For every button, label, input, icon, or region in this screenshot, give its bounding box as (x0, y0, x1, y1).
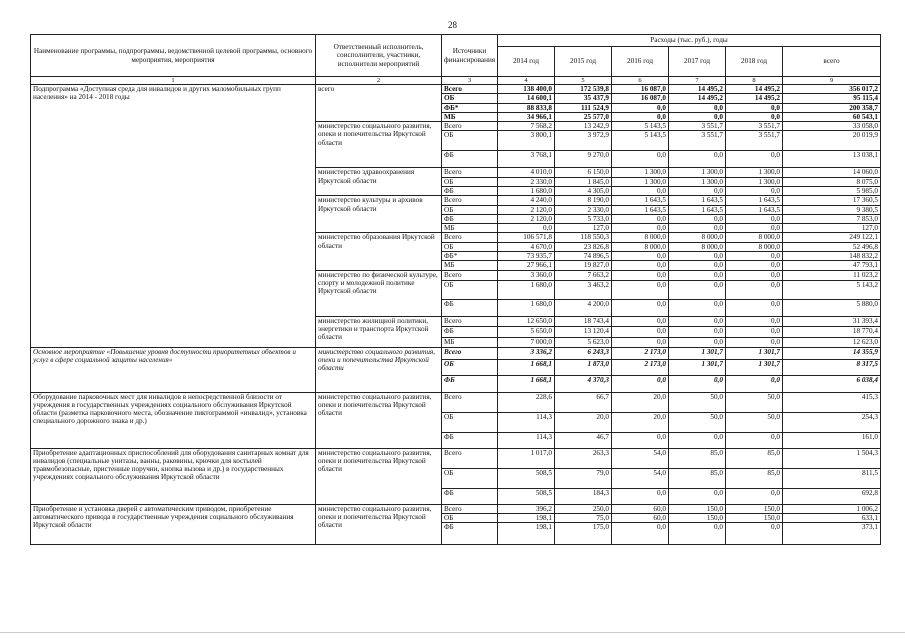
amount-cell: 8 190,0 (555, 196, 612, 205)
executor-cell: министерство социального развития, опеки и попечительства Иркутской области (316, 347, 442, 392)
header-year: 2017 год (669, 47, 726, 77)
amount-cell: 249 122,1 (783, 233, 881, 242)
amount-cell: 85,0 (669, 468, 726, 488)
executor-cell: министерство образования Иркутской области (316, 233, 442, 270)
amount-cell: 13 242,9 (555, 122, 612, 131)
amount-cell: 633,1 (783, 513, 881, 522)
amount-cell: 150,0 (669, 513, 726, 522)
amount-cell: 2 173,0 (612, 347, 669, 359)
funding-source: Всего (442, 504, 498, 513)
funding-source: ФБ* (442, 251, 498, 260)
amount-cell: 14 495,2 (726, 94, 783, 103)
amount-cell: 18 743,4 (555, 316, 612, 326)
funding-source: МБ (442, 224, 498, 233)
amount-cell: 60,0 (612, 504, 669, 513)
amount-cell: 5 143,5 (612, 122, 669, 131)
amount-cell: 1 301,7 (669, 359, 726, 375)
column-index: 8 (726, 77, 783, 85)
amount-cell: 85,0 (669, 448, 726, 468)
funding-source: ФБ (442, 375, 498, 392)
amount-cell: 0,0 (669, 251, 726, 260)
amount-cell: 4 240,0 (498, 196, 555, 205)
funding-source: ОБ (442, 242, 498, 251)
amount-cell: 200 358,7 (783, 103, 881, 112)
amount-cell: 50,0 (726, 392, 783, 412)
amount-cell: 0,0 (612, 270, 669, 280)
amount-cell: 118 550,3 (555, 233, 612, 242)
amount-cell: 2 330,0 (555, 205, 612, 214)
amount-cell: 0,0 (726, 299, 783, 316)
amount-cell: 14 495,2 (669, 94, 726, 103)
amount-cell: 0,0 (669, 112, 726, 121)
table-row (31, 85, 881, 94)
funding-source: ОБ (442, 359, 498, 375)
page-number: 28 (448, 20, 457, 30)
funding-source: ОБ (442, 513, 498, 522)
amount-cell: 1 300,0 (669, 168, 726, 177)
main-event-title: Основное мероприятие «Повышение уровня доступности приоритетных объектов и услуг в сфере социальной защиты населения» (31, 347, 316, 392)
amount-cell: 0,0 (726, 523, 783, 545)
amount-cell: 0,0 (612, 214, 669, 223)
amount-cell: 150,0 (726, 504, 783, 513)
amount-cell: 1 643,5 (726, 205, 783, 214)
table-body (31, 85, 881, 545)
amount-cell: 1 680,0 (498, 280, 555, 299)
amount-cell: 74 896,5 (555, 251, 612, 260)
amount-cell: 4 370,3 (555, 375, 612, 392)
column-index: 9 (783, 77, 881, 85)
amount-cell: 0,0 (498, 224, 555, 233)
amount-cell: 8 000,0 (669, 242, 726, 251)
amount-cell: 0,0 (612, 316, 669, 326)
amount-cell: 3 463,2 (555, 280, 612, 299)
amount-cell: 114,3 (498, 412, 555, 432)
amount-cell: 0,0 (669, 432, 726, 448)
amount-cell: 0,0 (726, 251, 783, 260)
amount-cell: 0,0 (726, 112, 783, 121)
amount-cell: 0,0 (612, 251, 669, 260)
amount-cell: 1 668,1 (498, 359, 555, 375)
amount-cell: 54,0 (612, 468, 669, 488)
amount-cell: 0,0 (669, 186, 726, 195)
amount-cell: 50,0 (726, 412, 783, 432)
amount-cell: 1 300,0 (612, 177, 669, 186)
amount-cell: 250,0 (555, 504, 612, 513)
amount-cell: 0,0 (612, 337, 669, 347)
amount-cell: 5 733,0 (555, 214, 612, 223)
funding-source: МБ (442, 261, 498, 270)
executor-cell: министерство социального развития, опеки и попечительства Иркутской области (316, 122, 442, 168)
amount-cell: 0,0 (612, 261, 669, 270)
amount-cell: 27 966,1 (498, 261, 555, 270)
header-year: 2015 год (555, 47, 612, 77)
header-year: 2014 год (498, 47, 555, 77)
amount-cell: 12 623,0 (783, 337, 881, 347)
column-index: 4 (498, 77, 555, 85)
amount-cell: 1 301,7 (726, 347, 783, 359)
funding-source: ФБ (442, 214, 498, 223)
executor-cell: министерство социального развития, опеки и попечительства Иркутской области (316, 448, 442, 504)
amount-cell: 0,0 (669, 270, 726, 280)
amount-cell: 8 075,0 (783, 177, 881, 186)
amount-cell: 0,0 (612, 151, 669, 168)
amount-cell: 228,6 (498, 392, 555, 412)
amount-cell: 4 200,0 (555, 299, 612, 316)
amount-cell: 2 120,0 (498, 205, 555, 214)
amount-cell: 0,0 (669, 488, 726, 504)
activity-title: Приобретение и установка дверей с автоматическим приводом, приобретение автоматического привода в государственные учреждения социального обслуживания Иркутской области (31, 504, 316, 545)
amount-cell: 60,0 (612, 513, 669, 522)
amount-cell: 0,0 (669, 523, 726, 545)
amount-cell: 5 880,0 (783, 299, 881, 316)
amount-cell: 0,0 (726, 432, 783, 448)
amount-cell: 0,0 (726, 375, 783, 392)
funding-source: МБ (442, 337, 498, 347)
funding-source: ФБ (442, 488, 498, 504)
amount-cell: 396,2 (498, 504, 555, 513)
amount-cell: 111 524,9 (555, 103, 612, 112)
amount-cell: 16 087,0 (612, 94, 669, 103)
amount-cell: 2 330,0 (498, 177, 555, 186)
amount-cell: 0,0 (669, 316, 726, 326)
amount-cell: 3 800,1 (498, 131, 555, 151)
amount-cell: 0,0 (726, 316, 783, 326)
amount-cell: 85,0 (726, 448, 783, 468)
funding-source: Всего (442, 392, 498, 412)
amount-cell: 14 355,9 (783, 347, 881, 359)
funding-source: ОБ (442, 468, 498, 488)
funding-source: Всего (442, 347, 498, 359)
amount-cell: 6 038,4 (783, 375, 881, 392)
amount-cell: 13 120,4 (555, 326, 612, 337)
amount-cell: 6 150,0 (555, 168, 612, 177)
amount-cell: 88 833,8 (498, 103, 555, 112)
amount-cell: 184,3 (555, 488, 612, 504)
amount-cell: 0,0 (669, 299, 726, 316)
amount-cell: 5 623,0 (555, 337, 612, 347)
column-index: 1 (31, 77, 316, 85)
amount-cell: 0,0 (669, 151, 726, 168)
amount-cell: 3 360,0 (498, 270, 555, 280)
activity-title: Оборудование парковочных мест для инвалидов в непосредственной близости от учреждения в государственных учреждениях социального обслуживания Иркутской области (разметка парковочного места, обозначение пиктограммой «инвалид», установка специального дорожного знака и др.) (31, 392, 316, 448)
amount-cell: 85,0 (726, 468, 783, 488)
amount-cell: 148 832,2 (783, 251, 881, 260)
column-index-row (31, 77, 881, 85)
amount-cell: 1 668,1 (498, 375, 555, 392)
amount-cell: 66,7 (555, 392, 612, 412)
amount-cell: 4 010,0 (498, 168, 555, 177)
amount-cell: 16 087,0 (612, 85, 669, 94)
amount-cell: 14 495,2 (669, 85, 726, 94)
budget-table (30, 34, 881, 545)
amount-cell: 0,0 (726, 224, 783, 233)
amount-cell: 20 019,9 (783, 131, 881, 151)
column-index: 5 (555, 77, 612, 85)
amount-cell: 150,0 (669, 504, 726, 513)
amount-cell: 1 643,5 (612, 196, 669, 205)
amount-cell: 1 300,0 (612, 168, 669, 177)
amount-cell: 5 143,2 (783, 280, 881, 299)
funding-source: Всего (442, 233, 498, 242)
amount-cell: 198,1 (498, 513, 555, 522)
amount-cell: 47 793,1 (783, 261, 881, 270)
amount-cell: 1 300,0 (726, 177, 783, 186)
funding-source: ФБ (442, 432, 498, 448)
amount-cell: 60 543,1 (783, 112, 881, 121)
amount-cell: 0,0 (726, 326, 783, 337)
amount-cell: 0,0 (669, 103, 726, 112)
table-row (31, 347, 881, 359)
amount-cell: 17 360,5 (783, 196, 881, 205)
amount-cell: 0,0 (726, 103, 783, 112)
amount-cell: 0,0 (612, 523, 669, 545)
executor-cell: всего (316, 85, 442, 122)
executor-cell: министерство социального развития, опеки и попечительства Иркутской области (316, 504, 442, 545)
funding-source: ОБ (442, 131, 498, 151)
amount-cell: 0,0 (612, 326, 669, 337)
amount-cell: 8 317,5 (783, 359, 881, 375)
amount-cell: 0,0 (669, 214, 726, 223)
amount-cell: 18 770,4 (783, 326, 881, 337)
amount-cell: 0,0 (612, 488, 669, 504)
amount-cell: 1 873,0 (555, 359, 612, 375)
amount-cell: 0,0 (726, 214, 783, 223)
amount-cell: 0,0 (726, 337, 783, 347)
executor-cell: министерство культуры и архивов Иркутской области (316, 196, 442, 233)
amount-cell: 5 143,5 (612, 131, 669, 151)
amount-cell: 356 017,2 (783, 85, 881, 94)
amount-cell: 95 115,4 (783, 94, 881, 103)
amount-cell: 811,5 (783, 468, 881, 488)
amount-cell: 3 972,9 (555, 131, 612, 151)
amount-cell: 0,0 (612, 112, 669, 121)
amount-cell: 127,0 (555, 224, 612, 233)
amount-cell: 3 551,7 (669, 122, 726, 131)
amount-cell: 6 243,3 (555, 347, 612, 359)
funding-source: ФБ* (442, 103, 498, 112)
amount-cell: 12 650,0 (498, 316, 555, 326)
header-expenses: Расходы (тыс. руб.), годы (498, 35, 881, 47)
activity-title: Приобретение адаптационных приспособлений для оборудования санитарных комнат для инвалидов (специальные унитазы, ванны, раковины, крючки для костылей травмобезопасные, пристенные поручни, кнопка вызова и др.) в государственных учреждениях социального обслуживания Иркутской области (31, 448, 316, 504)
amount-cell: 3 551,7 (726, 131, 783, 151)
amount-cell: 2 173,0 (612, 359, 669, 375)
column-index: 7 (669, 77, 726, 85)
amount-cell: 0,0 (612, 186, 669, 195)
amount-cell: 7 000,0 (498, 337, 555, 347)
funding-source: ФБ (442, 523, 498, 545)
amount-cell: 106 571,8 (498, 233, 555, 242)
funding-source: ФБ (442, 326, 498, 337)
amount-cell: 1 680,0 (498, 299, 555, 316)
amount-cell: 1 301,7 (669, 347, 726, 359)
amount-cell: 54,0 (612, 448, 669, 468)
amount-cell: 20,0 (555, 412, 612, 432)
amount-cell: 0,0 (669, 224, 726, 233)
amount-cell: 5 985,0 (783, 186, 881, 195)
amount-cell: 415,3 (783, 392, 881, 412)
amount-cell: 0,0 (669, 261, 726, 270)
amount-cell: 7 853,0 (783, 214, 881, 223)
funding-source: ФБ (442, 299, 498, 316)
amount-cell: 198,1 (498, 523, 555, 545)
amount-cell: 175,0 (555, 523, 612, 545)
amount-cell: 0,0 (612, 299, 669, 316)
amount-cell: 3 551,7 (669, 131, 726, 151)
funding-source: Всего (442, 122, 498, 131)
amount-cell: 1 006,2 (783, 504, 881, 513)
funding-source: Всего (442, 270, 498, 280)
column-index: 6 (612, 77, 669, 85)
amount-cell: 0,0 (612, 432, 669, 448)
amount-cell: 172 539,8 (555, 85, 612, 94)
amount-cell: 75,0 (555, 513, 612, 522)
executor-cell: министерство социального развития, опеки и попечительства Иркутской области (316, 392, 442, 448)
subprogram-title: Подпрограмма «Доступная среда для инвалидов и других маломобильных групп населения» на 2014 - 2018 годы (31, 85, 316, 348)
amount-cell: 20,0 (612, 412, 669, 432)
column-index: 2 (316, 77, 442, 85)
amount-cell: 79,0 (555, 468, 612, 488)
table-row (31, 504, 881, 513)
amount-cell: 31 393,4 (783, 316, 881, 326)
amount-cell: 1 643,5 (669, 196, 726, 205)
header-source: Источники финансирования (442, 35, 498, 77)
header-name: Наименование программы, подпрограммы, ведомственной целевой программы, основного мероприятия, мероприятия (31, 35, 316, 77)
funding-source: Всего (442, 448, 498, 468)
amount-cell: 150,0 (726, 513, 783, 522)
amount-cell: 0,0 (726, 488, 783, 504)
header-executor: Ответственный исполнитель, соисполнители, участники, исполнители мероприятий (316, 35, 442, 77)
amount-cell: 8 000,0 (726, 242, 783, 251)
amount-cell: 35 437,9 (555, 94, 612, 103)
amount-cell: 508,5 (498, 468, 555, 488)
amount-cell: 4 305,0 (555, 186, 612, 195)
amount-cell: 263,3 (555, 448, 612, 468)
funding-source: МБ (442, 112, 498, 121)
funding-source: ОБ (442, 280, 498, 299)
amount-cell: 0,0 (726, 261, 783, 270)
amount-cell: 692,8 (783, 488, 881, 504)
table-row (31, 448, 881, 468)
funding-source: ФБ (442, 151, 498, 168)
amount-cell: 50,0 (669, 392, 726, 412)
amount-cell: 1 643,5 (726, 196, 783, 205)
amount-cell: 508,5 (498, 488, 555, 504)
amount-cell: 5 650,0 (498, 326, 555, 337)
amount-cell: 50,0 (669, 412, 726, 432)
amount-cell: 0,0 (669, 280, 726, 299)
amount-cell: 1 680,0 (498, 186, 555, 195)
funding-source: ОБ (442, 412, 498, 432)
header-total: всего (783, 47, 881, 77)
amount-cell: 1 301,7 (726, 359, 783, 375)
amount-cell: 9 270,0 (555, 151, 612, 168)
header-year: 2016 год (612, 47, 669, 77)
amount-cell: 2 120,0 (498, 214, 555, 223)
amount-cell: 1 504,3 (783, 448, 881, 468)
funding-source: Всего (442, 85, 498, 94)
amount-cell: 0,0 (612, 224, 669, 233)
page-bottom-edge (0, 632, 905, 633)
amount-cell: 0,0 (726, 270, 783, 280)
amount-cell: 33 058,0 (783, 122, 881, 131)
amount-cell: 13 038,1 (783, 151, 881, 168)
amount-cell: 19 827,0 (555, 261, 612, 270)
amount-cell: 7 663,2 (555, 270, 612, 280)
amount-cell: 0,0 (726, 151, 783, 168)
table-row (31, 392, 881, 412)
amount-cell: 1 643,5 (669, 205, 726, 214)
amount-cell: 8 000,0 (726, 233, 783, 242)
column-index: 3 (442, 77, 498, 85)
amount-cell: 1 845,0 (555, 177, 612, 186)
amount-cell: 20,0 (612, 392, 669, 412)
amount-cell: 0,0 (612, 280, 669, 299)
funding-source: ОБ (442, 177, 498, 186)
amount-cell: 161,0 (783, 432, 881, 448)
amount-cell: 254,3 (783, 412, 881, 432)
funding-source: ОБ (442, 94, 498, 103)
amount-cell: 14 495,2 (726, 85, 783, 94)
amount-cell: 0,0 (726, 186, 783, 195)
amount-cell: 9 380,5 (783, 205, 881, 214)
amount-cell: 52 496,8 (783, 242, 881, 251)
amount-cell: 0,0 (612, 103, 669, 112)
amount-cell: 373,1 (783, 523, 881, 545)
amount-cell: 1 017,0 (498, 448, 555, 468)
amount-cell: 0,0 (612, 375, 669, 392)
amount-cell: 34 966,1 (498, 112, 555, 121)
amount-cell: 127,0 (783, 224, 881, 233)
amount-cell: 23 826,8 (555, 242, 612, 251)
header-year: 2018 год (726, 47, 783, 77)
funding-source: ФБ (442, 186, 498, 195)
amount-cell: 0,0 (669, 337, 726, 347)
amount-cell: 25 577,0 (555, 112, 612, 121)
amount-cell: 0,0 (669, 375, 726, 392)
amount-cell: 138 400,0 (498, 85, 555, 94)
amount-cell: 3 551,7 (726, 122, 783, 131)
amount-cell: 7 568,2 (498, 122, 555, 131)
executor-cell: министерство жилищной политики, энергетики и транспорта Иркутской области (316, 316, 442, 347)
amount-cell: 14 060,0 (783, 168, 881, 177)
amount-cell: 1 300,0 (726, 168, 783, 177)
amount-cell: 3 768,1 (498, 151, 555, 168)
amount-cell: 114,3 (498, 432, 555, 448)
amount-cell: 0,0 (669, 326, 726, 337)
amount-cell: 0,0 (726, 280, 783, 299)
amount-cell: 4 670,0 (498, 242, 555, 251)
amount-cell: 1 300,0 (669, 177, 726, 186)
funding-source: Всего (442, 196, 498, 205)
amount-cell: 46,7 (555, 432, 612, 448)
amount-cell: 73 935,7 (498, 251, 555, 260)
amount-cell: 3 336,2 (498, 347, 555, 359)
amount-cell: 8 000,0 (669, 233, 726, 242)
executor-cell: министерство по физической культуре, спорту и молодежной политике Иркутской области (316, 270, 442, 316)
funding-source: ОБ (442, 205, 498, 214)
funding-source: Всего (442, 316, 498, 326)
executor-cell: министерство здравоохранения Иркутской области (316, 168, 442, 196)
amount-cell: 14 600,1 (498, 94, 555, 103)
amount-cell: 8 000,0 (612, 233, 669, 242)
amount-cell: 8 000,0 (612, 242, 669, 251)
amount-cell: 1 643,5 (612, 205, 669, 214)
funding-source: Всего (442, 168, 498, 177)
amount-cell: 11 023,2 (783, 270, 881, 280)
